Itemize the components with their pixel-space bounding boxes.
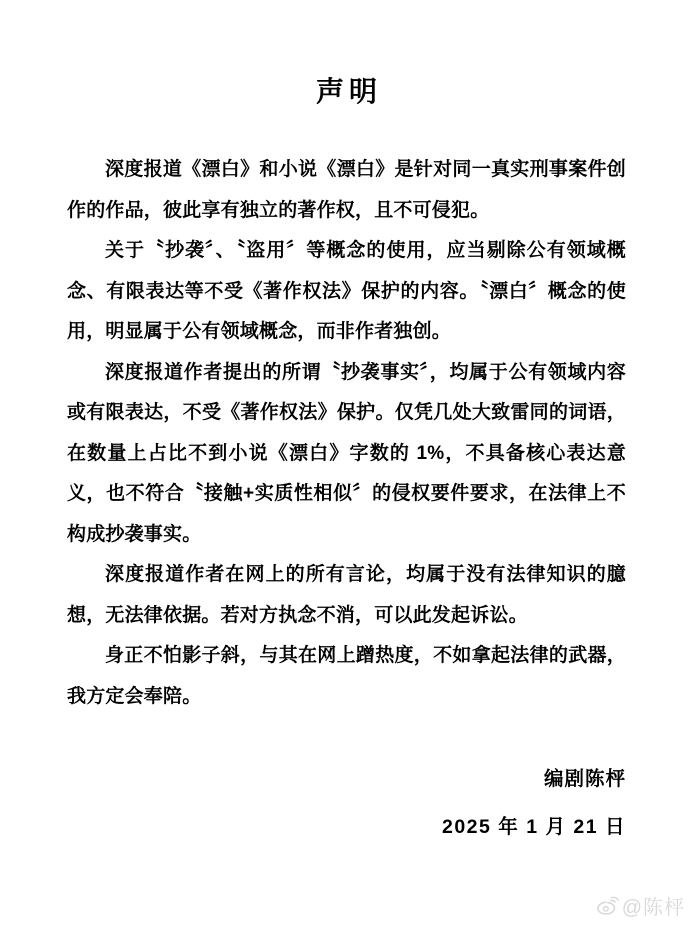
paragraph: 深度报道作者提出的所谓〝抄袭事实〞，均属于公有领域内容或有限表达，不受《著作权法》保护。仅凭几处大致雷同的词语，在数量上占比不到小说《漂白》字数的 1%，不具备核心表达意义，也不符合〝接触+实质性相似〞的侵权要件要求，在法律上不构成抄袭事实。 — [67, 361, 626, 545]
weibo-icon — [595, 894, 619, 918]
watermark-text: @陈枰 — [621, 897, 685, 919]
page-title: 声明 — [315, 76, 382, 107]
signature-block — [67, 759, 626, 847]
paragraph: 关于〝抄袭〞、〝盗用〞等概念的使用，应当剔除公有领域概念、有限表达等不受《著作权法》保护的内容。〝漂白〞概念的使用，明显属于公有领域概念，而非作者独创。 — [67, 240, 626, 342]
statement-body — [67, 150, 626, 717]
paragraph: 身正不怕影子斜，与其在网上蹭热度，不如拿起法律的武器，我方定会奉陪。 — [67, 645, 626, 707]
date: 2025 年 1 月 21 日 — [441, 816, 626, 838]
paragraph: 深度报道《漂白》和小说《漂白》是针对同一真实刑事案件创作的作品，彼此享有独立的著作权，且不可侵犯。 — [67, 159, 626, 221]
paragraph: 深度报道作者在网上的所有言论，均属于没有法律知识的臆想，无法律依据。若对方执念不消，可以此发起诉讼。 — [67, 564, 626, 626]
signature: 编剧陈枰 — [543, 768, 626, 790]
watermark — [595, 891, 685, 920]
